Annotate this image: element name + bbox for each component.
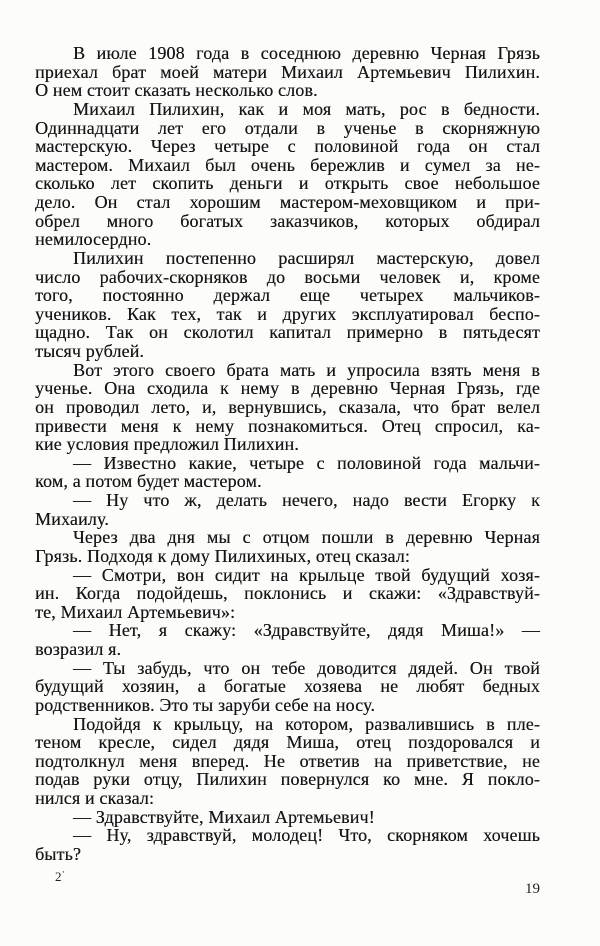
text-line: того, постоянно держал еще четырех мальчиков- bbox=[35, 285, 540, 306]
text-line: — Ну что ж, делать нечего, надо вести Егорку к bbox=[73, 490, 540, 510]
text-line: теном кресле, сидел дядя Миша, отец поздоровался и bbox=[35, 732, 540, 753]
text-line: — Нет, я скажу: «Здравствуйте, дядя Миша!» — bbox=[73, 620, 540, 641]
text-line: нился и сказал: bbox=[35, 788, 155, 808]
text-line: Грязь. Подходя к дому Пилихиных, отец сказал: bbox=[35, 545, 410, 566]
paragraph bbox=[35, 659, 540, 715]
text-line: — Ты забудь, что он тебе доводится дядей. Он твой bbox=[73, 657, 540, 678]
text-line: — Ну, здравствуй, молодец! Что, скорняком хочешь bbox=[73, 825, 540, 846]
paragraph bbox=[35, 44, 540, 100]
text-line: немилосердно. bbox=[35, 229, 152, 250]
text-line: кие условия предложил Пилихин. bbox=[35, 434, 299, 455]
paragraph bbox=[35, 454, 540, 491]
paragraph bbox=[35, 621, 540, 658]
paragraph bbox=[35, 491, 540, 528]
text-line: мастерскую. Через четыре с половиной года он стал bbox=[35, 136, 540, 157]
text-line: Михаилу. bbox=[35, 508, 109, 529]
text-line: возразил я. bbox=[35, 639, 122, 659]
text-line: дело. Он стал хорошим мастером-меховщиком и при- bbox=[35, 192, 540, 212]
text-line: В июле 1908 года в соседнюю деревню Черная Грязь bbox=[73, 43, 540, 63]
text-line: подав руки отцу, Пилихин повернулся ко мне. Я покло- bbox=[35, 769, 540, 790]
text-line: родственников. Это ты заруби себе на носу. bbox=[35, 694, 376, 715]
text-block bbox=[35, 44, 540, 864]
text-line: Подойдя к крыльцу, на котором, развалившись в пле- bbox=[73, 713, 540, 734]
text-line: число рабочих-скорняков до восьми человек и, кроме bbox=[35, 266, 540, 287]
text-line: щадно. Так он сколотил капитал примерно в пятьдесят bbox=[35, 322, 540, 343]
paragraph bbox=[35, 808, 540, 827]
paragraph bbox=[35, 528, 540, 565]
text-line: Через два дня мы с отцом пошли в деревню Черная bbox=[73, 527, 540, 548]
print-signature-mark: · bbox=[61, 866, 66, 879]
text-line: будущий хозяин, а богатые хозяева не любят бедных bbox=[35, 676, 540, 697]
text-line: сколько лет скопить деньги и открыть свое небольшое bbox=[35, 173, 540, 194]
text-line: учеников. Как тех, так и других эксплуатировал беспо- bbox=[35, 303, 540, 324]
text-line: быть? bbox=[35, 843, 82, 864]
text-line: ин. Когда подойдешь, поклонись и скажи: «Здравствуй- bbox=[35, 583, 540, 604]
text-line: мастером. Михаил был очень бережлив и сумел за не- bbox=[35, 154, 540, 175]
text-line: О нем стоит сказать несколько слов. bbox=[35, 80, 318, 101]
paragraph bbox=[35, 566, 540, 622]
text-line: ком, а потом будет мастером. bbox=[35, 471, 262, 492]
text-line: — Здравствуйте, Михаил Артемьевич! bbox=[73, 806, 375, 827]
print-signature-number: 2 bbox=[55, 869, 62, 884]
text-line: Пилихин постепенно расширял мастерскую, довел bbox=[73, 247, 540, 268]
text-line: он проводил лето, и, вернувшись, сказала, что брат велел bbox=[35, 396, 540, 417]
text-line: ученье. Она сходила к нему в деревню Черная Грязь, где bbox=[35, 378, 540, 399]
text-line: приехал брат моей матери Михаил Артемьевич Пилихин. bbox=[35, 61, 540, 82]
text-line: обрел много богатых заказчиков, которых обдирал bbox=[35, 210, 540, 231]
paragraph bbox=[35, 361, 540, 454]
paragraph bbox=[35, 100, 540, 249]
page-number: 19 bbox=[525, 881, 540, 897]
text-line: те, Михаил Артемьевич»: bbox=[35, 601, 236, 622]
text-line: Одиннадцати лет его отдали в ученье в скорняжную bbox=[35, 117, 540, 138]
text-line: — Смотри, вон сидит на крыльце твой будущий хозя- bbox=[73, 564, 540, 585]
text-line: подтолкнул меня вперед. Не ответив на приветствие, не bbox=[35, 750, 540, 771]
text-line: привести меня к нему познакомиться. Отец спросил, ка- bbox=[35, 415, 540, 436]
paragraph bbox=[35, 826, 540, 863]
text-line: Вот этого своего брата мать и упросила взять меня в bbox=[73, 359, 540, 380]
text-line: — Известно какие, четыре с половиной года мальчи- bbox=[73, 452, 540, 473]
text-line: тысяч рублей. bbox=[35, 341, 145, 361]
paragraph bbox=[35, 715, 540, 808]
paragraph bbox=[35, 249, 540, 361]
text-line: Михаил Пилихин, как и моя мать, рос в бедности. bbox=[73, 98, 540, 119]
